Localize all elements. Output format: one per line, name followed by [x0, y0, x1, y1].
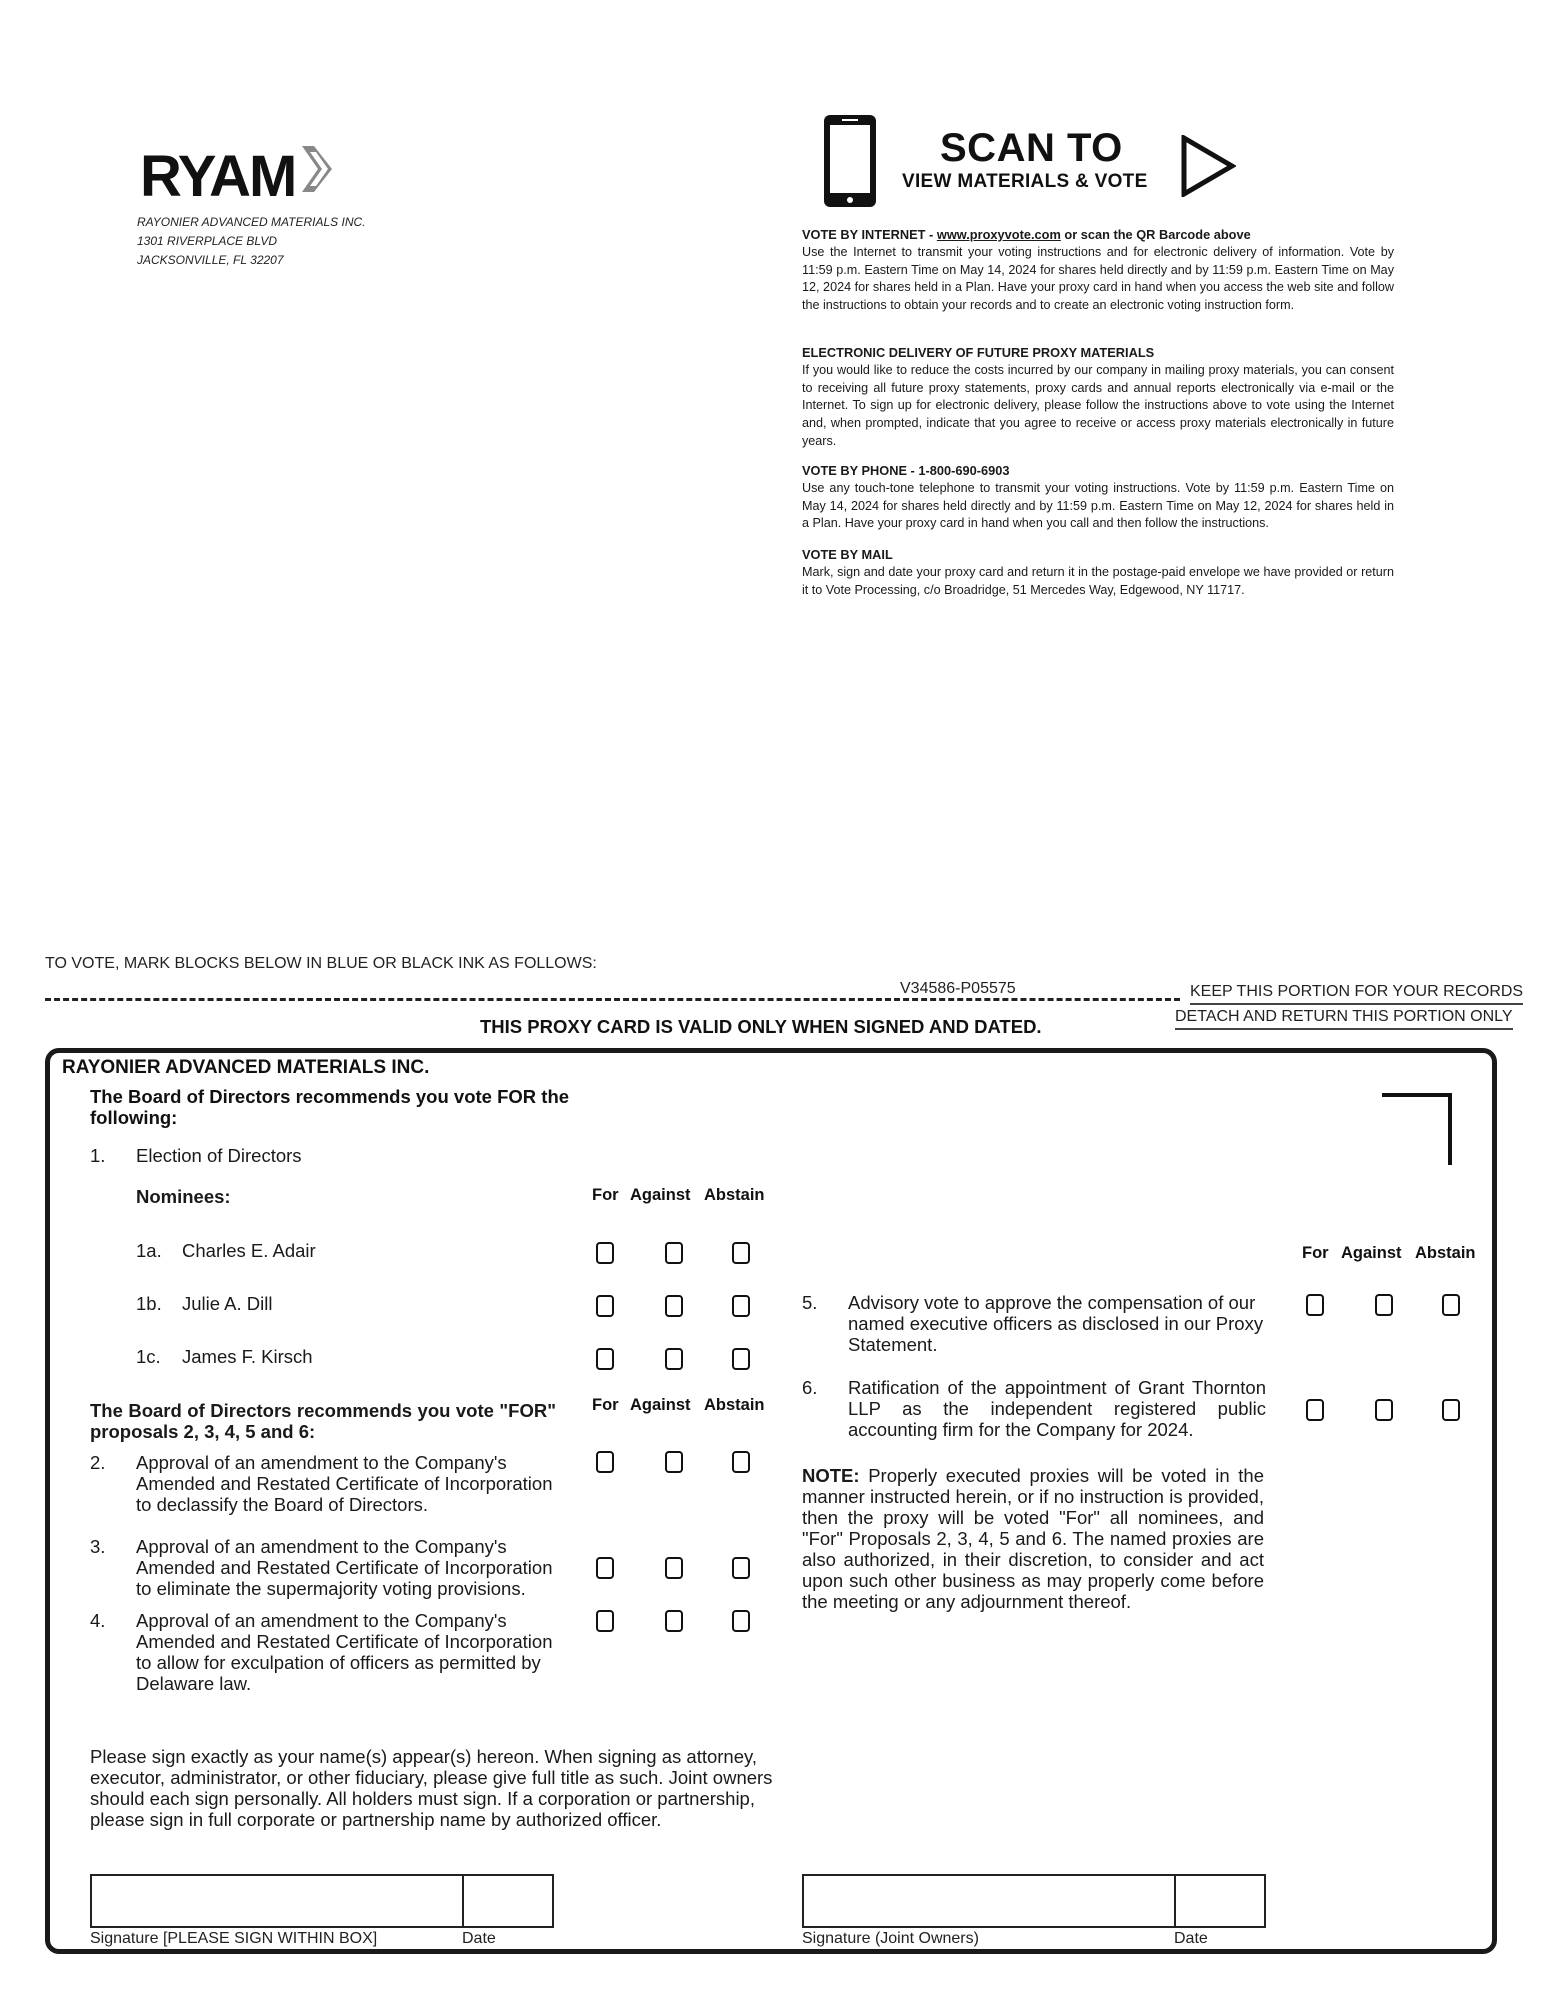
nominee-1a-number: 1a. [136, 1240, 162, 1261]
signing-instructions: Please sign exactly as your name(s) appear(s) hereon. When signing as attorney, executor, administrator, or other fiduciary, please give full title as such. Joint owners should each sign personally. All holders must sign. If a corporation or partnership, please sign in full corporate or partnership name by authorized officer. [90, 1746, 773, 1830]
joint-date-label: Date [1174, 1930, 1208, 1947]
note-text: Properly executed proxies will be voted in the manner instructed herein, or if no instruction is provided, then the proxy will be voted "For" all nominees, and "For" Proposals 2, 3, 4, 5 and 6. The named proxies are also authorized, in their discretion, to consider and act upon such other business as may properly come before the meeting or any adjournment thereof. [802, 1465, 1264, 1612]
to-vote-instruction: TO VOTE, MARK BLOCKS BELOW IN BLUE OR BLACK INK AS FOLLOWS: [45, 955, 597, 972]
proposal-2-for-checkbox[interactable] [596, 1451, 614, 1473]
proposal-3-against-checkbox[interactable] [665, 1557, 683, 1579]
proposal-4-number: 4. [90, 1610, 106, 1631]
scan-title: SCAN TO [940, 126, 1123, 170]
proposal-5-number: 5. [802, 1292, 818, 1313]
col-against-3: Against [1341, 1244, 1402, 1262]
nominee-1a-for-checkbox[interactable] [596, 1242, 614, 1264]
proposal-3-abstain-checkbox[interactable] [732, 1557, 750, 1579]
vote-internet-section [802, 226, 1394, 315]
electronic-delivery-text: If you would like to reduce the costs incurred by our company in mailing proxy materials, you can consent to receiving all future proxy statements, proxy cards and annual reports electronically via e-mail or the Internet. To sign up for electronic delivery, please follow the instructions above to vote using the Internet and, when prompted, indicate that you agree to receive or access proxy materials electronically in future years. [802, 362, 1394, 448]
col-abstain-2: Abstain [704, 1396, 765, 1414]
signature-label: Signature [PLEASE SIGN WITHIN BOX] [90, 1930, 378, 1947]
scan-subtitle: VIEW MATERIALS & VOTE [902, 171, 1148, 192]
proposal-5-text: Advisory vote to approve the compensation of our named executive officers as disclosed in our Proxy Statement. [848, 1292, 1264, 1355]
proposal-5-abstain-checkbox[interactable] [1442, 1294, 1460, 1316]
vote-internet-text: Use the Internet to transmit your voting instructions and for electronic delivery of information. Vote by 11:59 p.m. Eastern Time on May 14, 2024 for shares held directly and by 11:59 p.m. Eastern Time on May 12, 2024 for shares held in a Plan. Have your proxy card in hand when you access the web site and follow the instructions to obtain your records and to create an electronic voting instruction form. [802, 244, 1394, 313]
electronic-delivery-section [802, 344, 1394, 451]
proposal-6-number: 6. [802, 1377, 818, 1398]
proposal-6-text: Ratification of the appointment of Grant Thornton LLP as the independent registered public accounting firm for the Company for 2024. [848, 1377, 1266, 1440]
election-label: Election of Directors [136, 1145, 302, 1166]
nominee-1b-number: 1b. [136, 1293, 162, 1314]
proposal-4-text: Approval of an amendment to the Company's Amended and Restated Certificate of Incorporation to allow for exculpation of officers as permitted by Delaware law. [136, 1610, 553, 1694]
proposal-2-against-checkbox[interactable] [665, 1451, 683, 1473]
election-number: 1. [90, 1145, 106, 1166]
play-arrow-icon [1180, 135, 1236, 197]
nominee-1c-for-checkbox[interactable] [596, 1348, 614, 1370]
vote-mail-heading: VOTE BY MAIL [802, 547, 893, 562]
nominees-label: Nominees: [136, 1186, 231, 1207]
proposal-2-abstain-checkbox[interactable] [732, 1451, 750, 1473]
vote-mail-text: Mark, sign and date your proxy card and return it in the postage-paid envelope we have provided or return it to Vote Processing, c/o Broadridge, 51 Mercedes Way, Edgewood, NY 11717. [802, 564, 1394, 597]
date-box[interactable] [462, 1874, 554, 1928]
keep-portion-label: KEEP THIS PORTION FOR YOUR RECORDS [1190, 983, 1523, 1005]
joint-signature-label: Signature (Joint Owners) [802, 1930, 979, 1947]
col-abstain-3: Abstain [1415, 1244, 1476, 1262]
nominee-1b-against-checkbox[interactable] [665, 1295, 683, 1317]
nominee-1c-number: 1c. [136, 1346, 161, 1367]
proposal-6-abstain-checkbox[interactable] [1442, 1399, 1460, 1421]
vote-mail-section [802, 546, 1394, 599]
proposal-2-text: Approval of an amendment to the Company's Amended and Restated Certificate of Incorporation to declassify the Board of Directors. [136, 1452, 553, 1515]
joint-signature-box[interactable] [802, 1874, 1176, 1928]
signature-box[interactable] [90, 1874, 464, 1928]
proposal-3-number: 3. [90, 1536, 106, 1557]
logo-chevron-icon [298, 144, 334, 194]
col-for-2: For [592, 1396, 619, 1414]
registration-corner-mark [1382, 1093, 1452, 1165]
nominee-1c-abstain-checkbox[interactable] [732, 1348, 750, 1370]
proposal-4-for-checkbox[interactable] [596, 1610, 614, 1632]
nominee-1b-name: Julie A. Dill [182, 1293, 273, 1314]
smartphone-icon [822, 113, 878, 209]
proposal-6-against-checkbox[interactable] [1375, 1399, 1393, 1421]
card-company-name: RAYONIER ADVANCED MATERIALS INC. [62, 1057, 430, 1078]
vote-phone-text: Use any touch-tone telephone to transmit your voting instructions. Vote by 11:59 p.m. Eastern Time on May 14, 2024 for shares held directly and by 11:59 p.m. Eastern Time on May 12, 2024 for shares held in a Plan. Have your proxy card in hand when you call and then follow the instructions. [802, 480, 1394, 531]
proposal-3-text: Approval of an amendment to the Company's Amended and Restated Certificate of Incorporation to eliminate the supermajority voting provisions. [136, 1536, 553, 1599]
vote-internet-heading-suffix: or scan the QR Barcode above [1060, 227, 1251, 242]
ryam-logo: RYAM [140, 144, 296, 209]
joint-date-box[interactable] [1174, 1874, 1266, 1928]
col-against-1: Against [630, 1186, 691, 1204]
detach-portion-label: DETACH AND RETURN THIS PORTION ONLY [1175, 1008, 1513, 1030]
proposal-3-for-checkbox[interactable] [596, 1557, 614, 1579]
board-recommendation-1: The Board of Directors recommends you vote FOR the following: [90, 1086, 570, 1128]
nominee-1a-abstain-checkbox[interactable] [732, 1242, 750, 1264]
proxyvote-link[interactable]: www.proxyvote.com [936, 227, 1061, 242]
date-label: Date [462, 1930, 496, 1947]
address-line-3: JACKSONVILLE, FL 32207 [137, 253, 284, 267]
proposal-5-against-checkbox[interactable] [1375, 1294, 1393, 1316]
address-line-2: 1301 RIVERPLACE BLVD [137, 234, 278, 248]
nominee-1b-abstain-checkbox[interactable] [732, 1295, 750, 1317]
proposal-4-against-checkbox[interactable] [665, 1610, 683, 1632]
proposal-2-number: 2. [90, 1452, 106, 1473]
vote-internet-heading: VOTE BY INTERNET - [802, 227, 937, 242]
nominee-1b-for-checkbox[interactable] [596, 1295, 614, 1317]
board-recommendation-2: The Board of Directors recommends you vote "FOR" proposals 2, 3, 4, 5 and 6: [90, 1400, 556, 1442]
nominee-1a-against-checkbox[interactable] [665, 1242, 683, 1264]
vote-phone-heading: VOTE BY PHONE - 1-800-690-6903 [802, 463, 1010, 478]
electronic-delivery-heading: ELECTRONIC DELIVERY OF FUTURE PROXY MATERIALS [802, 345, 1155, 360]
proposal-6-for-checkbox[interactable] [1306, 1399, 1324, 1421]
note-label: NOTE: [802, 1465, 860, 1486]
vote-phone-section [802, 462, 1394, 533]
detach-dashed-line [45, 998, 1180, 1001]
address-line-1: RAYONIER ADVANCED MATERIALS INC. [137, 215, 366, 229]
col-for-3: For [1302, 1244, 1329, 1262]
proxy-note [802, 1465, 1264, 1612]
col-against-2: Against [630, 1396, 691, 1414]
proposal-5-for-checkbox[interactable] [1306, 1294, 1324, 1316]
nominee-1a-name: Charles E. Adair [182, 1240, 316, 1261]
col-abstain-1: Abstain [704, 1186, 765, 1204]
proposal-4-abstain-checkbox[interactable] [732, 1610, 750, 1632]
nominee-1c-against-checkbox[interactable] [665, 1348, 683, 1370]
col-for-1: For [592, 1186, 619, 1204]
valid-notice: THIS PROXY CARD IS VALID ONLY WHEN SIGNED AND DATED. [480, 1016, 1042, 1037]
nominee-1c-name: James F. Kirsch [182, 1346, 313, 1367]
document-id: V34586-P05575 [900, 980, 1016, 997]
